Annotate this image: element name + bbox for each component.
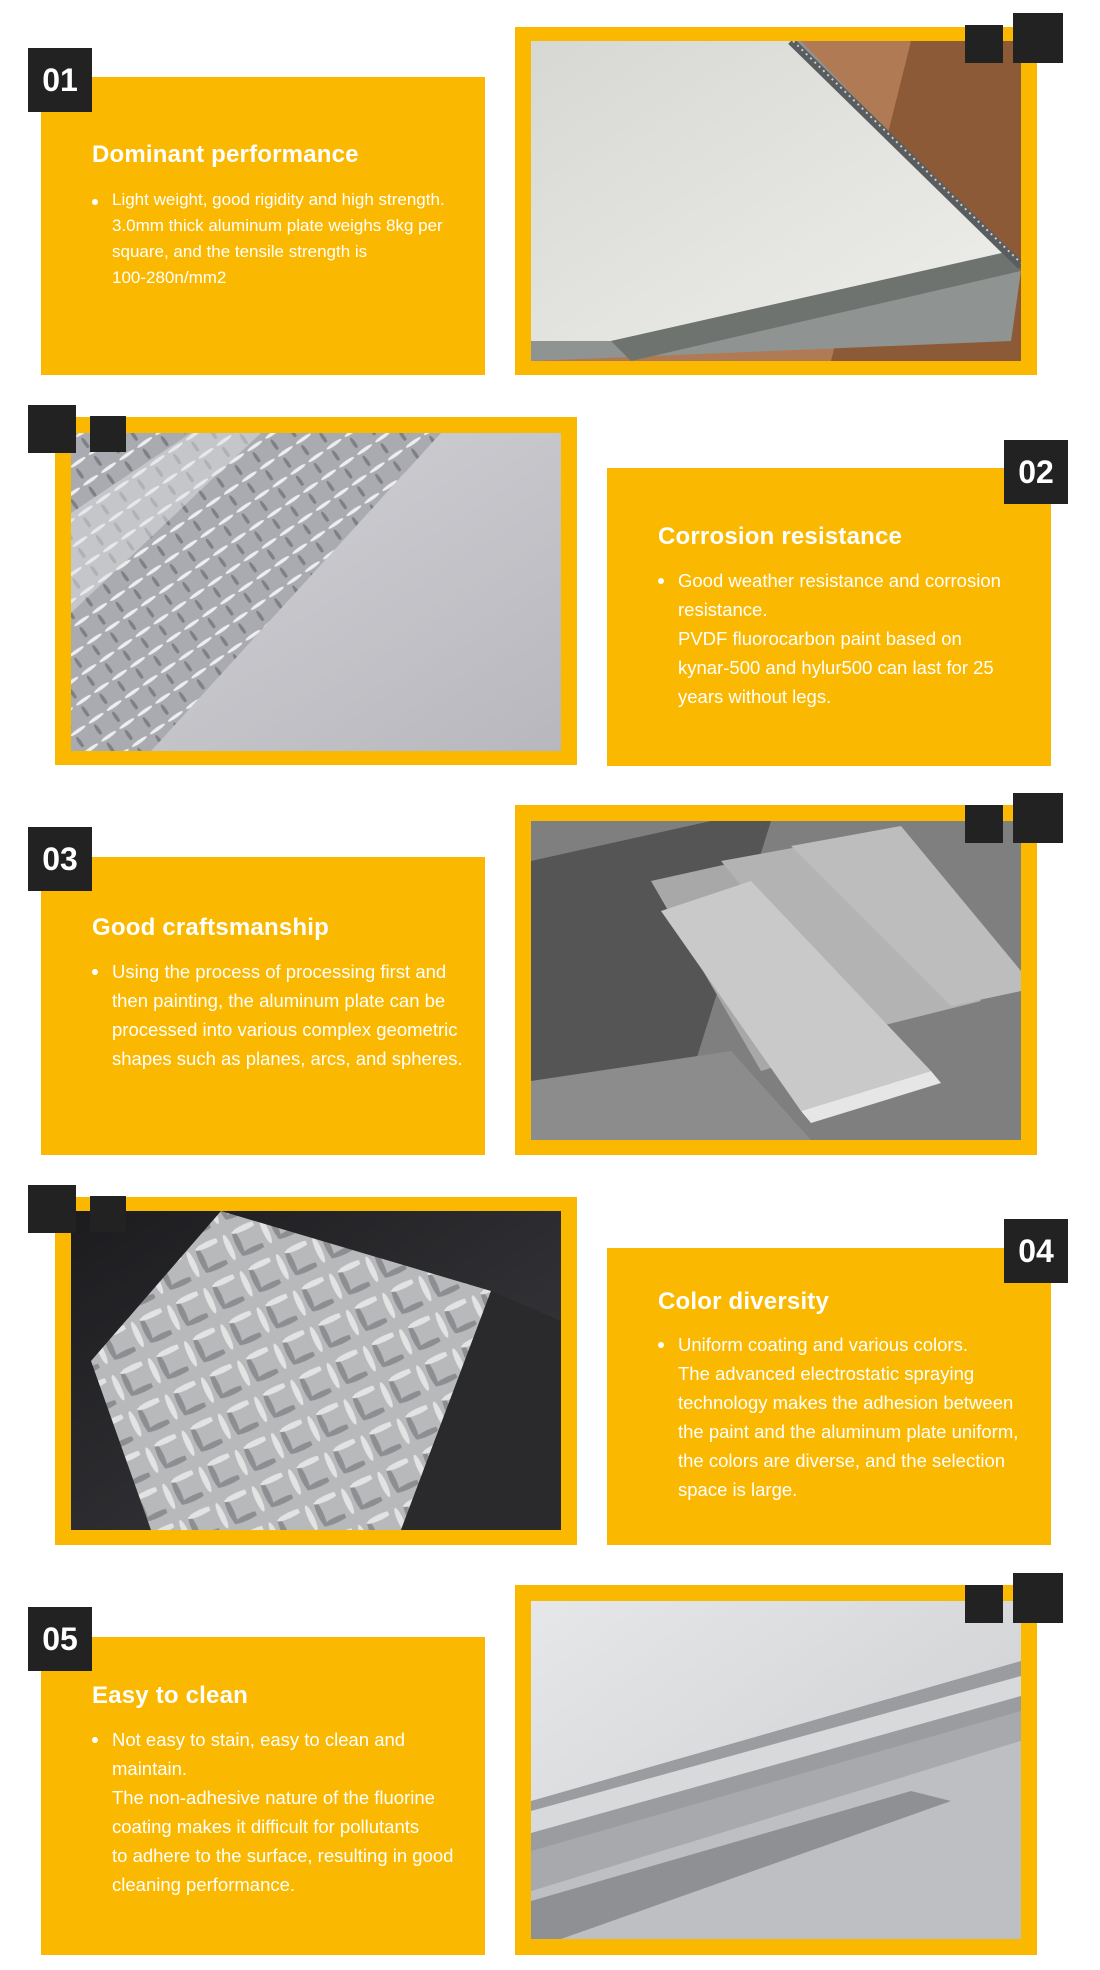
feature-title: Easy to clean bbox=[92, 1682, 249, 1709]
feature-title: Dominant performance bbox=[92, 141, 359, 168]
feature-line: coating makes it difficult for pollutants bbox=[112, 1816, 420, 1837]
feature-line: Using the process of processing first and bbox=[112, 961, 447, 982]
feature-text bbox=[92, 957, 477, 1073]
feature-line: The advanced electrostatic spraying bbox=[678, 1363, 975, 1384]
feature-number-badge: 01 bbox=[28, 48, 92, 112]
feature-line: processed into various complex geometric bbox=[112, 1019, 458, 1040]
feature-section-04 bbox=[0, 1170, 1100, 1560]
feature-number-badge: 02 bbox=[1004, 440, 1068, 504]
feature-line: technology makes the adhesion between bbox=[678, 1392, 1014, 1413]
feature-number-badge: 05 bbox=[28, 1607, 92, 1671]
feature-line: Uniform coating and various colors. bbox=[678, 1334, 968, 1355]
feature-text bbox=[658, 566, 1043, 711]
feature-title: Color diversity bbox=[658, 1288, 830, 1315]
feature-line: shapes such as planes, arcs, and spheres. bbox=[112, 1048, 463, 1069]
tread-plate-photo bbox=[71, 433, 561, 751]
feature-line: Good weather resistance and corrosion bbox=[678, 570, 1001, 591]
feature-number-badge: 04 bbox=[1004, 1219, 1068, 1283]
feature-bullet bbox=[92, 957, 477, 1073]
feature-bullet bbox=[92, 1725, 477, 1899]
decor-square bbox=[965, 25, 1003, 63]
decor-square bbox=[965, 805, 1003, 843]
feature-line: the paint and the aluminum plate uniform, bbox=[678, 1421, 1019, 1442]
decor-square bbox=[90, 1196, 126, 1232]
feature-card bbox=[41, 1637, 485, 1955]
decor-square bbox=[1013, 13, 1063, 63]
decor-square bbox=[965, 1585, 1003, 1623]
feature-text bbox=[92, 187, 472, 291]
feature-number-badge: 03 bbox=[28, 827, 92, 891]
feature-bullet bbox=[658, 1330, 1043, 1504]
feature-line: maintain. bbox=[112, 1758, 188, 1779]
feature-bullet bbox=[658, 566, 1043, 711]
feature-text bbox=[92, 1725, 477, 1899]
feature-line: resistance. bbox=[678, 599, 768, 620]
feature-line: space is large. bbox=[678, 1479, 798, 1500]
feature-line: The non-adhesive nature of the fluorine bbox=[112, 1787, 435, 1808]
sheet-stack-photo bbox=[531, 821, 1021, 1140]
decor-square bbox=[1013, 793, 1063, 843]
tread-plate-dark-photo bbox=[71, 1211, 561, 1530]
feature-card bbox=[607, 468, 1051, 766]
decor-square bbox=[28, 1185, 76, 1233]
feature-section-05 bbox=[0, 1560, 1100, 1970]
feature-line: the colors are diverse, and the selection bbox=[678, 1450, 1006, 1471]
feature-card bbox=[41, 77, 485, 375]
feature-section-03 bbox=[0, 780, 1100, 1170]
feature-line: Light weight, good rigidity and high strength. bbox=[112, 190, 445, 209]
aluminum-plate-photo bbox=[531, 41, 1021, 361]
feature-line: PVDF fluorocarbon paint based on bbox=[678, 628, 962, 649]
feature-section-01 bbox=[0, 0, 1100, 390]
feature-section-02 bbox=[0, 390, 1100, 780]
feature-card bbox=[607, 1248, 1051, 1545]
feature-line: square, and the tensile strength is bbox=[112, 242, 368, 261]
feature-line: 3.0mm thick aluminum plate weighs 8kg per bbox=[112, 216, 443, 235]
feature-line: to adhere to the surface, resulting in good bbox=[112, 1845, 454, 1866]
feature-line: years without legs. bbox=[678, 686, 832, 707]
feature-text bbox=[658, 1330, 1043, 1504]
decor-square bbox=[1013, 1573, 1063, 1623]
decor-square bbox=[90, 416, 126, 452]
feature-bullet bbox=[92, 187, 472, 291]
feature-card bbox=[41, 857, 485, 1155]
feature-line: Not easy to stain, easy to clean and bbox=[112, 1729, 406, 1750]
brushed-plate-photo bbox=[531, 1601, 1021, 1939]
feature-line: kynar-500 and hylur500 can last for 25 bbox=[678, 657, 994, 678]
decor-square bbox=[28, 405, 76, 453]
feature-line: then painting, the aluminum plate can be bbox=[112, 990, 446, 1011]
feature-title: Corrosion resistance bbox=[658, 523, 903, 550]
feature-line: 100-280n/mm2 bbox=[112, 268, 227, 287]
feature-line: cleaning performance. bbox=[112, 1874, 296, 1895]
feature-title: Good craftsmanship bbox=[92, 914, 329, 941]
